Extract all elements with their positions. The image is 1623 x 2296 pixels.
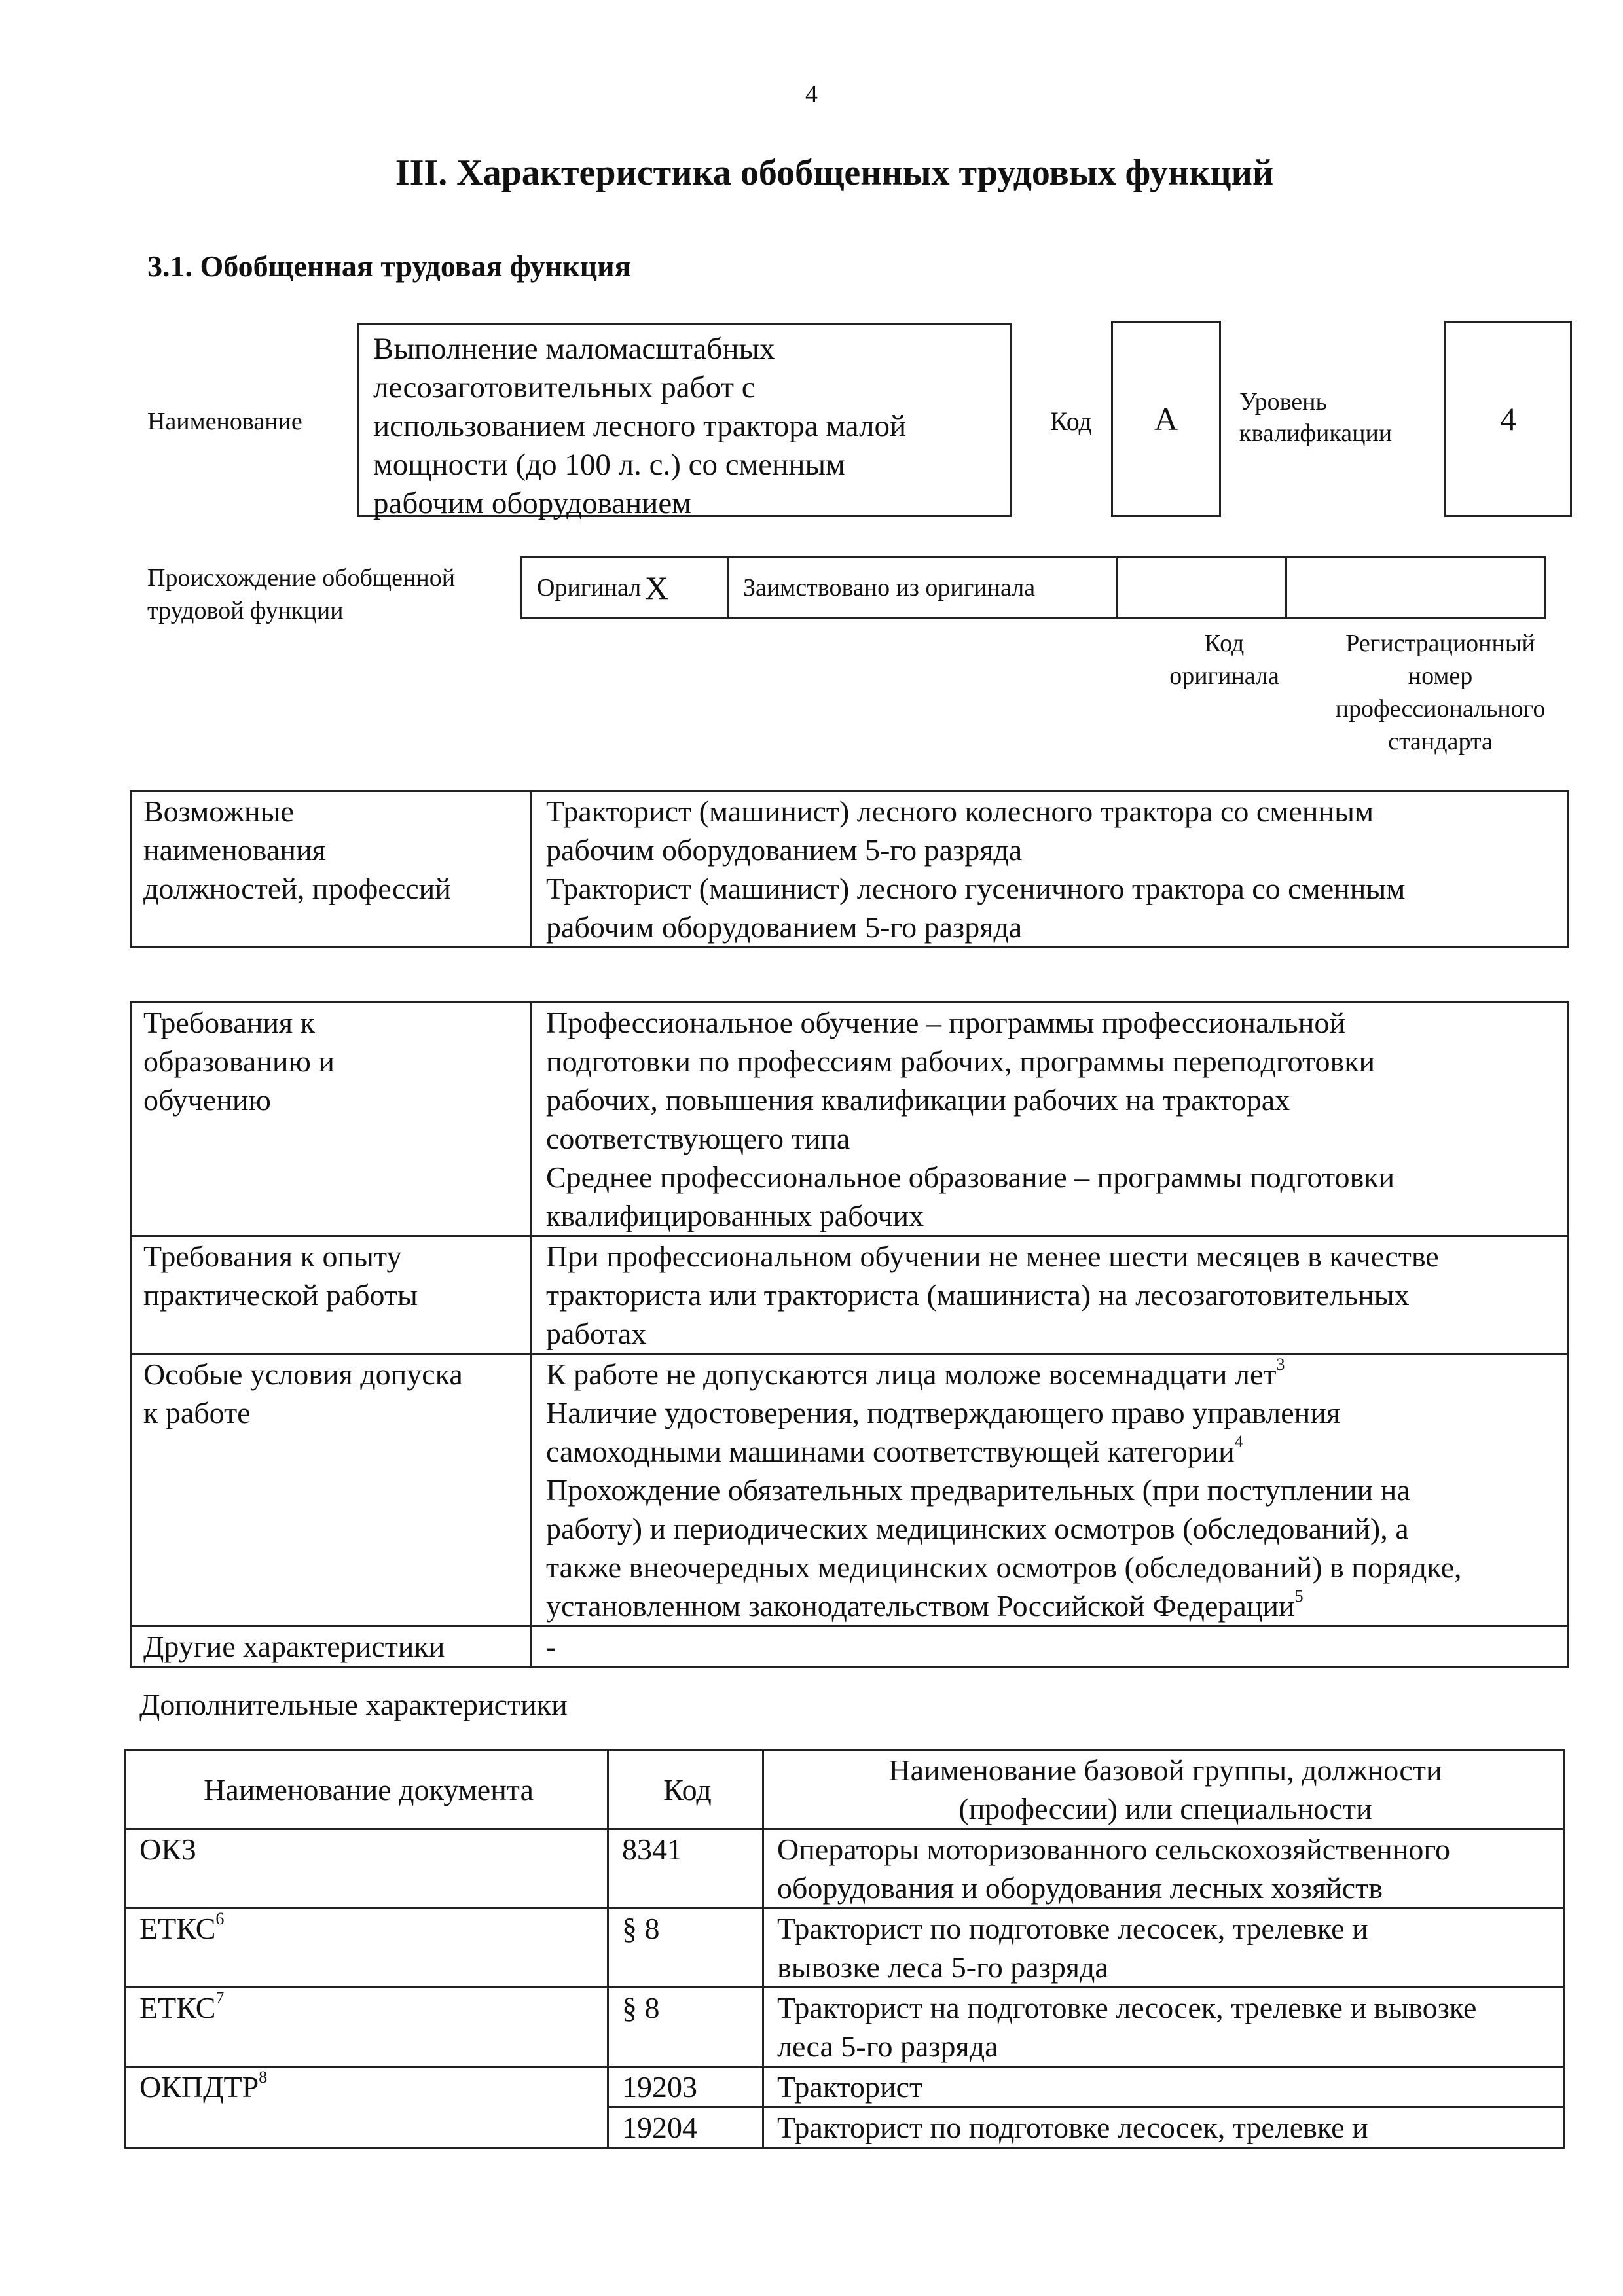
- label-line: обучению: [143, 1083, 271, 1117]
- extra-row: [126, 2067, 1564, 2108]
- extra-doc-cell: [126, 1988, 608, 2067]
- name-line: Тракторист по подготовке лесосек, трелевке и: [777, 2111, 1368, 2144]
- original-code-caption: [1139, 627, 1309, 692]
- value-line: При профессиональном обучении не менее шести месяцев в качестве: [546, 1240, 1439, 1273]
- requirement-label-cell: [131, 1354, 531, 1626]
- extra-caption: Дополнительные характеристики: [139, 1688, 568, 1721]
- origin-label-line: Происхождение обобщенной: [147, 564, 456, 592]
- doc-text: ОКЗ: [139, 1833, 196, 1866]
- origin-label-line: трудовой функции: [147, 597, 344, 624]
- name-line: Тракторист: [777, 2070, 923, 2104]
- qualification-level-label-line: Уровень: [1239, 388, 1327, 416]
- qualification-level-label: [1239, 386, 1392, 449]
- extra-row: [126, 2108, 1564, 2148]
- requirement-row: [131, 1003, 1569, 1236]
- doc-text: ЕТКС: [139, 1912, 216, 1945]
- original-code-cell: [1118, 558, 1286, 619]
- doc-text: ЕТКС: [139, 1991, 216, 2024]
- value-line: Тракторист (машинист) лесного гусеничного трактора со сменным: [546, 872, 1406, 905]
- name-line: вывозке леса 5-го разряда: [777, 1950, 1108, 1984]
- extra-name-cell: [763, 1829, 1564, 1909]
- extra-doc-cell: [126, 2108, 608, 2148]
- borrowed-label-cell: Заимствовано из оригинала: [728, 558, 1118, 619]
- requirement-row: [131, 1626, 1569, 1667]
- value-line: рабочих, повышения квалификации рабочих на тракторах: [546, 1083, 1290, 1117]
- function-name-box: [357, 323, 1012, 520]
- caption-line: стандарта: [1388, 728, 1493, 755]
- name-line: Тракторист по подготовке лесосек, трелевке и: [777, 1912, 1368, 1945]
- original-mark-cell: Х: [645, 558, 728, 619]
- footnote-ref: 8: [259, 2068, 268, 2087]
- label-line: Требования к опыту: [143, 1240, 402, 1273]
- footnote-ref: 7: [215, 1988, 225, 2007]
- label-line: Особые условия допуска: [143, 1357, 463, 1391]
- value-line: Среднее профессиональное образование – программы подготовки: [546, 1160, 1395, 1194]
- name-line: оборудования и оборудования лесных хозяйств: [777, 1871, 1383, 1905]
- value-line: работу) и периодических медицинских осмотров (обследований), а: [546, 1512, 1409, 1545]
- function-name-line: Выполнение маломасштабных: [373, 332, 775, 366]
- header-name: [763, 1750, 1564, 1829]
- footnote-ref: 3: [1276, 1355, 1285, 1374]
- value-line: также внеочередных медицинских осмотров (обследований) в порядке,: [546, 1551, 1462, 1584]
- extra-code-cell: 8341: [608, 1829, 763, 1909]
- positions-label-cell: [131, 791, 531, 948]
- extra-row: [126, 1909, 1564, 1988]
- value-line: тракториста или тракториста (машиниста) на лесозаготовительных: [546, 1278, 1410, 1312]
- label-line: практической работы: [143, 1278, 418, 1312]
- value-text: К работе не допускаются лица моложе восемнадцати лет: [546, 1357, 1277, 1391]
- qualification-level-box: 4: [1444, 321, 1572, 517]
- label-line: образованию и: [143, 1045, 335, 1078]
- requirement-label-cell: [131, 1626, 531, 1667]
- caption-line: профессионального: [1335, 695, 1546, 723]
- extra-row: [126, 1829, 1564, 1909]
- function-name-line: лесозаготовительных работ с: [373, 370, 756, 404]
- value-line: [546, 1355, 1558, 1393]
- code-label: Код: [1050, 406, 1092, 436]
- value-line: подготовки по профессиям рабочих, программы переподготовки: [546, 1045, 1376, 1078]
- name-line: Операторы моторизованного сельскохозяйственного: [777, 1833, 1451, 1866]
- original-label-cell: Оригинал: [522, 558, 646, 619]
- caption-line: Код: [1204, 630, 1245, 657]
- extra-name-cell: [763, 1909, 1564, 1988]
- footnote-ref: 5: [1294, 1587, 1304, 1605]
- origin-label: [147, 562, 455, 627]
- positions-table: [130, 790, 1569, 948]
- subsection-title: 3.1. Обобщенная трудовая функция: [147, 249, 631, 283]
- footnote-ref: 4: [1234, 1432, 1243, 1451]
- value-line: квалифицированных рабочих: [546, 1199, 924, 1232]
- header-code: Код: [608, 1750, 763, 1829]
- extra-code-cell: § 8: [608, 1909, 763, 1988]
- extra-doc-cell: [126, 2067, 608, 2108]
- extra-code-cell: § 8: [608, 1988, 763, 2067]
- section-title: III. Характеристика обобщенных трудовых функций: [395, 152, 1274, 193]
- extra-row: [126, 1988, 1564, 2067]
- name-line: леса 5-го разряда: [777, 2030, 998, 2063]
- value-line: [546, 1587, 1558, 1625]
- code-value-box: А: [1111, 321, 1221, 517]
- label-line: должностей, профессий: [143, 872, 451, 905]
- label-line: к работе: [143, 1396, 251, 1429]
- requirement-value-cell: [531, 1003, 1569, 1236]
- requirement-row: [131, 1354, 1569, 1626]
- value-line: работах: [546, 1317, 647, 1350]
- function-name-line: мощности (до 100 л. с.) со сменным: [373, 448, 845, 482]
- doc-text: ОКПДТР: [139, 2070, 259, 2104]
- requirement-label-cell: [131, 1236, 531, 1354]
- value-line: рабочим оборудованием 5-го разряда: [546, 910, 1023, 944]
- extra-doc-cell: [126, 1909, 608, 1988]
- name-label: Наименование: [147, 408, 302, 435]
- extra-name-cell: [763, 2067, 1564, 2108]
- caption-line: номер: [1408, 662, 1473, 690]
- value-line: -: [546, 1630, 556, 1663]
- value-text: установленном законодательством Российской Федерации: [546, 1589, 1295, 1623]
- extra-name-cell: [763, 1988, 1564, 2067]
- function-name-line: использованием лесного трактора малой: [373, 409, 907, 443]
- extra-doc-cell: [126, 1829, 608, 1909]
- header-name-line: Наименование базовой группы, должности: [888, 1753, 1442, 1787]
- name-line: Тракторист на подготовке лесосек, трелевке и вывозке: [777, 1991, 1477, 2024]
- extra-table: [124, 1749, 1565, 2149]
- positions-value-cell: [531, 791, 1569, 948]
- qualification-level-label-line: квалификации: [1239, 420, 1393, 447]
- value-line: [546, 1432, 1558, 1471]
- extra-code-cell: 19203: [608, 2067, 763, 2108]
- function-name-line: рабочим оборудованием: [373, 486, 691, 520]
- caption-line: Регистрационный: [1345, 630, 1535, 657]
- value-text: самоходными машинами соответствующей категории: [546, 1435, 1235, 1468]
- extra-name-cell: [763, 2108, 1564, 2148]
- requirement-value-cell: [531, 1626, 1569, 1667]
- value-line: Прохождение обязательных предварительных (при поступлении на: [546, 1473, 1410, 1507]
- requirement-label-cell: [131, 1003, 531, 1236]
- value-line: соответствующего типа: [546, 1122, 850, 1155]
- value-line: рабочим оборудованием 5-го разряда: [546, 833, 1023, 867]
- footnote-ref: 6: [215, 1909, 225, 1928]
- value-line: Профессиональное обучение – программы профессиональной: [546, 1006, 1345, 1039]
- registration-number-caption: [1309, 627, 1571, 758]
- origin-table: [520, 556, 1546, 619]
- requirement-value-cell: [531, 1354, 1569, 1626]
- label-line: наименования: [143, 833, 326, 867]
- label-line: Другие характеристики: [143, 1630, 445, 1663]
- value-line: Наличие удостоверения, подтверждающего право управления: [546, 1396, 1341, 1429]
- label-line: Требования к: [143, 1006, 315, 1039]
- registration-number-cell: [1286, 558, 1545, 619]
- label-line: Возможные: [143, 795, 294, 828]
- requirement-row: [131, 1236, 1569, 1354]
- extra-code-cell: 19204: [608, 2108, 763, 2148]
- header-doc: Наименование документа: [126, 1750, 608, 1829]
- requirement-value-cell: [531, 1236, 1569, 1354]
- requirements-table: [130, 1001, 1569, 1668]
- caption-line: оригинала: [1169, 662, 1279, 690]
- header-name-line: (профессии) или специальности: [958, 1792, 1372, 1825]
- page-number: 4: [805, 81, 818, 108]
- value-line: Тракторист (машинист) лесного колесного трактора со сменным: [546, 795, 1374, 828]
- extra-header-row: [126, 1750, 1564, 1829]
